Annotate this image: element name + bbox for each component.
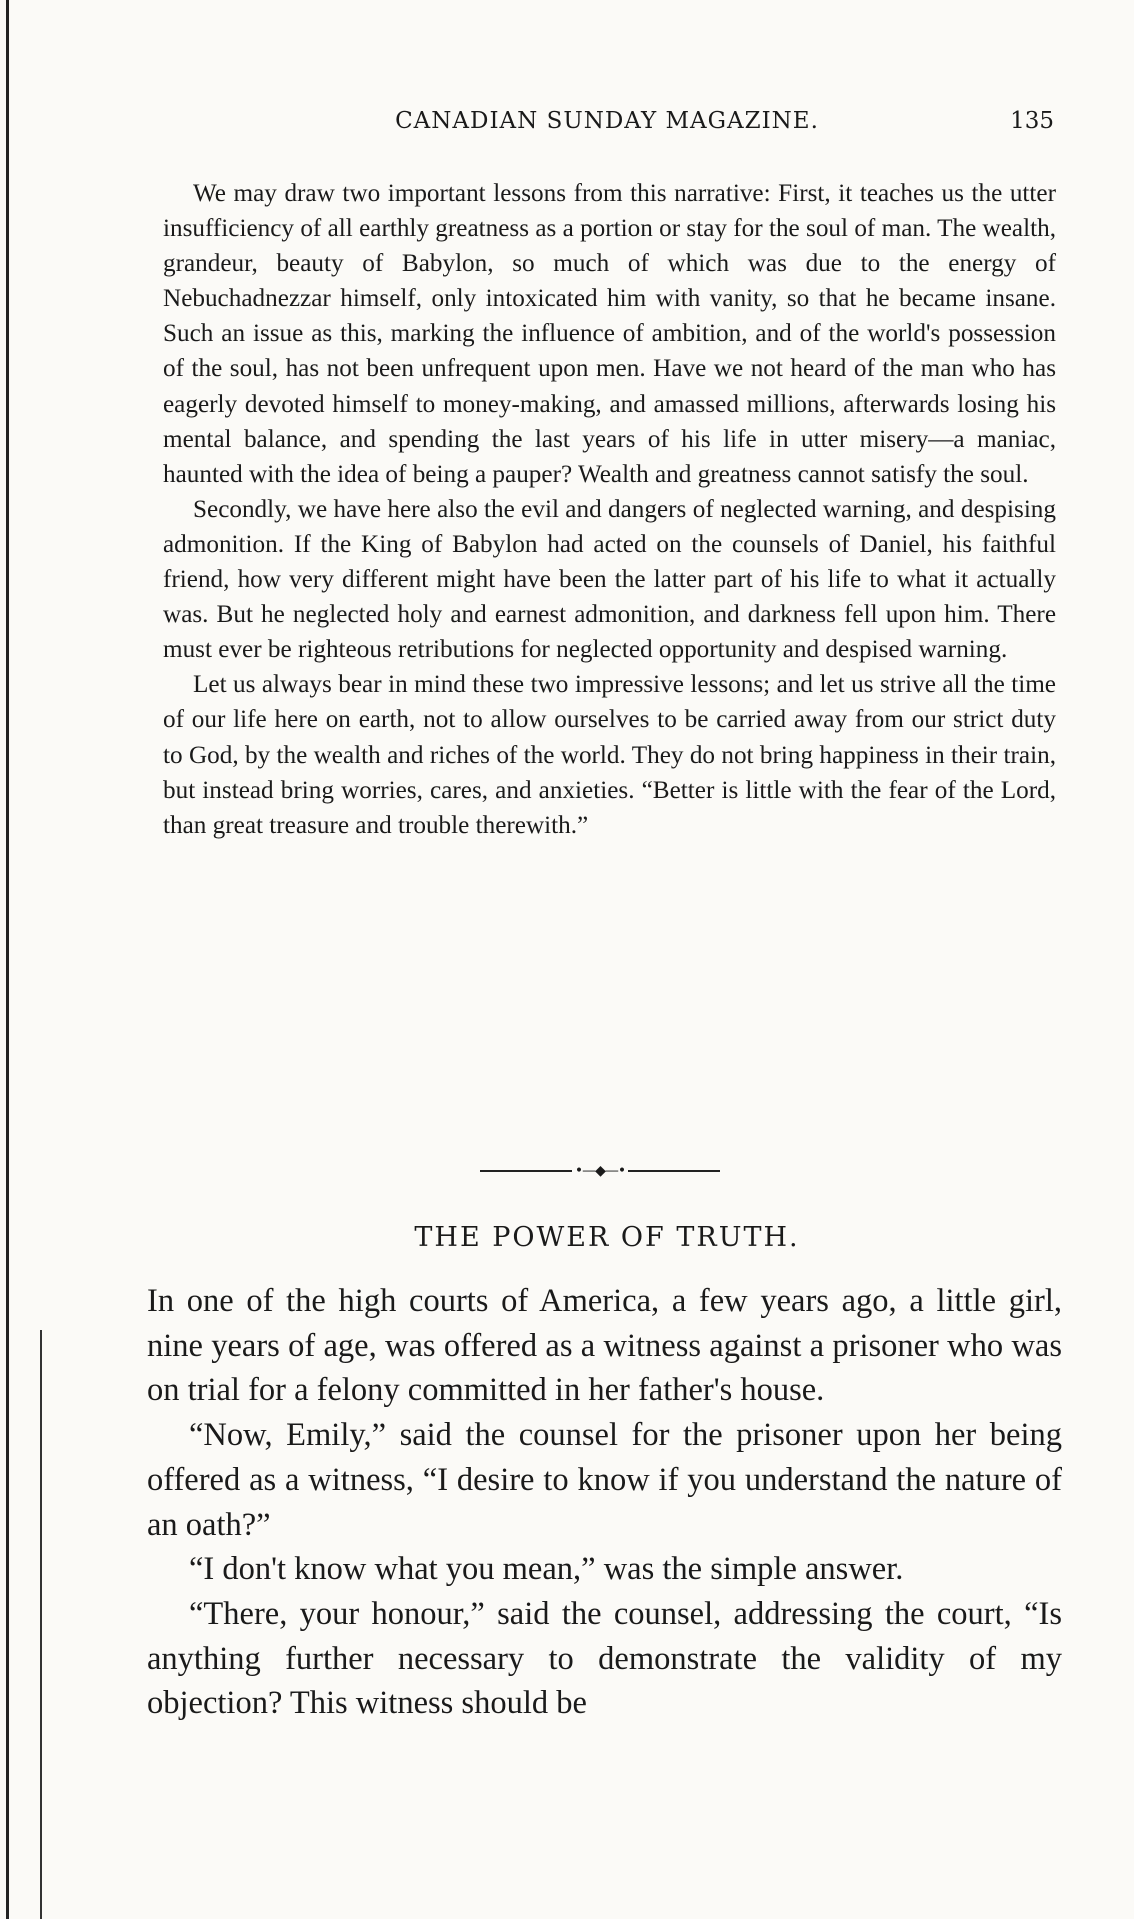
separator-line-right (628, 1170, 720, 1172)
paragraph-second-lesson: Secondly, we have here also the evil and dangers of neglected warning, and despising admonition. If the King of Babylon had acted on the counsels of Daniel, his faithful friend, how very different might have been the latter part of his life to what it actually was. But he neglected holy and earnest admonition, and darkness fell upon him. There must ever be righteous retributions for neglected opportunity and despised warning. (163, 495, 1056, 664)
running-head (160, 108, 1054, 148)
section-separator (480, 1163, 720, 1179)
narrative-conclusion (163, 176, 1056, 843)
article-title: THE POWER OF TRUTH. (414, 1222, 800, 1253)
paragraph-court-scene: In one of the high courts of America, a few years ago, a little girl, nine years of age, was offered as a witness against a prisoner who was on trial for a felony committed in her father's house. (147, 1283, 1062, 1409)
paragraph-counsel-question: “Now, Emily,” said the counsel for the prisoner upon her being offered as a witness, “I desire to know if you understand the nature of an oath?” (147, 1417, 1062, 1543)
paragraph-emily-answer: “I don't know what you mean,” was the simple answer. (189, 1551, 904, 1588)
paragraph-closing (163, 667, 1056, 842)
separator-line-left (480, 1170, 572, 1172)
power-of-truth-article (147, 1279, 1062, 1726)
separator-ornament: •—◆—• (574, 1163, 626, 1179)
page-number: 135 (1010, 108, 1054, 134)
closing-quote: “Better is little with the fear of the Lord, than great treasure and trouble therewith.” (163, 776, 1057, 839)
paragraph-counsel-objection: “There, your honour,” said the counsel, addressing the court, “Is anything further necessary to demonstrate the validity of my objection? This witness should be (147, 1595, 1062, 1722)
closing-text: Let us always bear in mind these two impressive lessons; and let us strive all the time of our life here on earth, not to allow ourselves to be carried away from our strict duty to God, by the wealth and riches of the world. They do not bring happiness in their train, but instead bring worries, cares, and anxieties. (163, 671, 1056, 804)
paragraph-first-lesson: We may draw two important lessons from this narrative: First, it teaches us the utter insufficiency of all earthly greatness as a portion or stay for the soul of man. The wealth, grandeur, beauty of Babylon, so much of which was due to the energy of Nebuchadnezzar himself, only intoxicated him with vanity, so that he became insane. Such an issue as this, marking the influence of ambition, and of the world's possession of the soul, has not been unfrequent upon men. Have we not heard of the man who has eagerly devoted himself to money-making, and amassed millions, afterwards losing his mental balance, and spending the last years of his life in utter misery—a maniac, haunted with the idea of being a pauper? Wealth and greatness cannot satisfy the soul. (163, 180, 1056, 488)
magazine-title: CANADIAN SUNDAY MAGAZINE. (395, 108, 819, 134)
